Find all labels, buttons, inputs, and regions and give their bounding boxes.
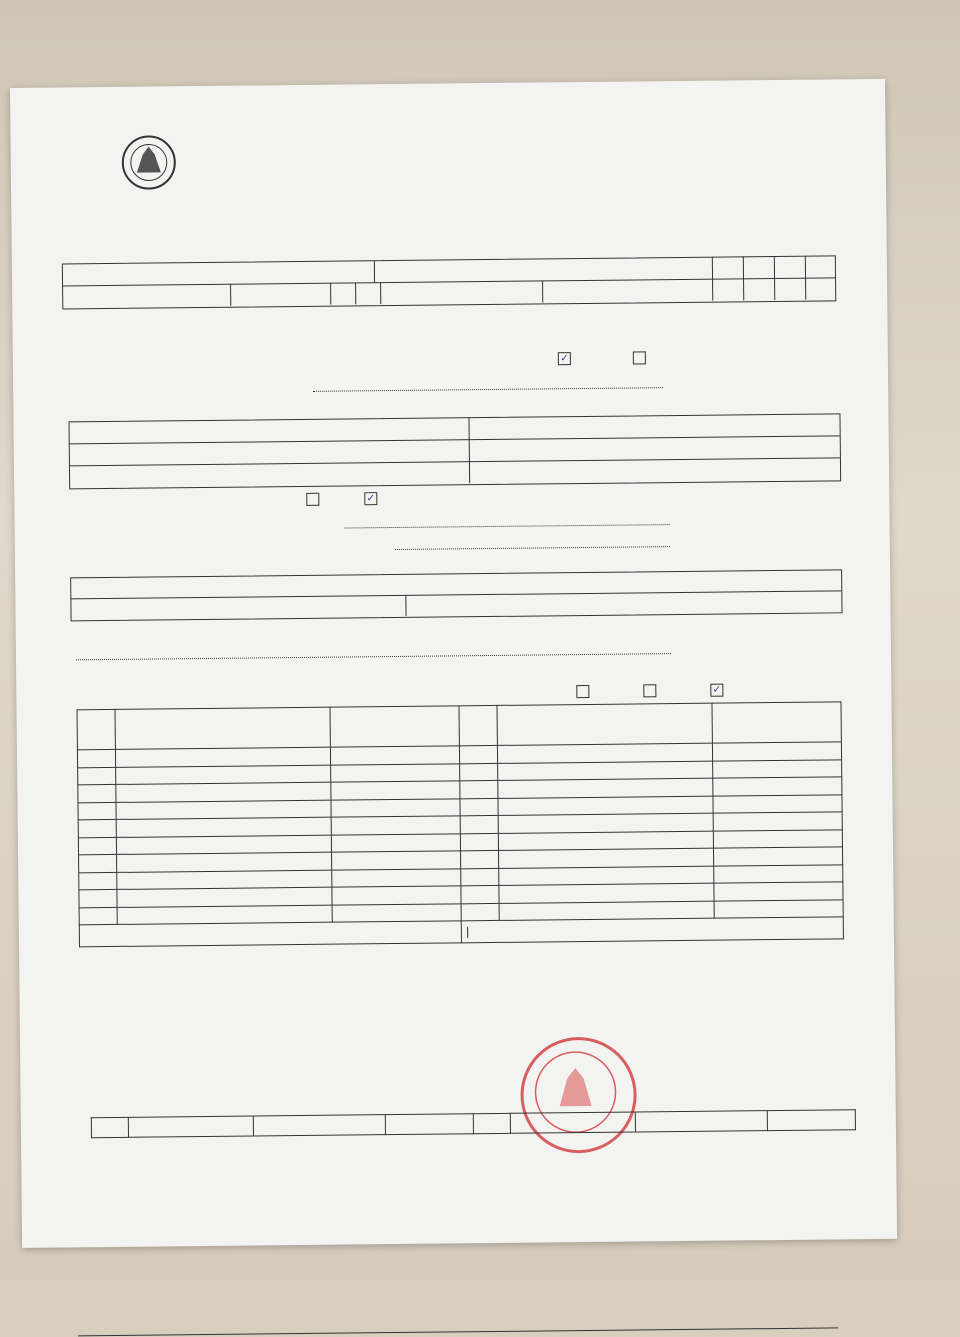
divider bbox=[405, 595, 406, 616]
dotted-line bbox=[313, 387, 663, 392]
party-votes bbox=[332, 886, 461, 905]
party-votes bbox=[331, 781, 460, 800]
row-no bbox=[460, 850, 499, 868]
w-col-sign-2 bbox=[767, 1110, 855, 1131]
party-votes bbox=[713, 794, 842, 813]
col-party-title-2 bbox=[502, 723, 708, 725]
party-name bbox=[117, 817, 332, 837]
col-votes-header-2 bbox=[712, 702, 841, 743]
invalid-box-cell: | bbox=[461, 917, 843, 943]
party-name bbox=[499, 866, 714, 886]
divider bbox=[78, 1327, 838, 1336]
total-valid-cell bbox=[79, 921, 461, 947]
seal-broken-checkbox[interactable] bbox=[633, 351, 646, 364]
party-name bbox=[498, 761, 713, 781]
party-votes bbox=[331, 798, 460, 817]
party-name bbox=[117, 870, 332, 890]
col-no-header bbox=[77, 709, 116, 749]
official-seal-icon bbox=[520, 1036, 637, 1153]
party-name bbox=[499, 813, 714, 833]
dotted-line bbox=[395, 546, 670, 550]
document-page bbox=[10, 79, 897, 1248]
divider bbox=[374, 260, 375, 282]
party-votes bbox=[332, 903, 461, 922]
party-name bbox=[116, 800, 331, 820]
divider bbox=[330, 283, 331, 305]
row-no bbox=[459, 745, 498, 763]
party-votes bbox=[714, 882, 843, 901]
party-name bbox=[117, 835, 332, 855]
one-sheet-checkbox[interactable] bbox=[576, 685, 589, 698]
party-votes bbox=[714, 864, 843, 883]
row-no bbox=[461, 903, 500, 921]
row-no bbox=[460, 833, 499, 851]
party-votes bbox=[714, 829, 843, 848]
party-votes bbox=[332, 868, 461, 887]
party-votes bbox=[331, 746, 460, 765]
col-votes-header bbox=[330, 706, 459, 747]
row-no bbox=[78, 819, 117, 837]
party-votes bbox=[332, 851, 461, 870]
diff-yes-checkbox[interactable] bbox=[306, 493, 319, 506]
row-no bbox=[79, 889, 118, 907]
col-party-subtitle bbox=[120, 727, 326, 729]
party-votes bbox=[713, 759, 842, 778]
w-col-name bbox=[128, 1116, 254, 1137]
party-votes bbox=[713, 742, 842, 761]
party-votes bbox=[713, 812, 842, 831]
party-votes bbox=[332, 833, 461, 852]
party-votes bbox=[714, 899, 843, 918]
party-name bbox=[116, 782, 331, 802]
divider bbox=[380, 282, 381, 304]
party-votes bbox=[713, 777, 842, 796]
two-sheet-checkbox[interactable] bbox=[643, 684, 656, 697]
w-col-sign bbox=[385, 1114, 473, 1135]
w-col-no bbox=[91, 1117, 128, 1137]
party-name bbox=[117, 905, 332, 925]
row-no bbox=[79, 872, 118, 890]
section2-table bbox=[68, 413, 841, 489]
col-party-subtitle-2 bbox=[502, 723, 708, 725]
row-no bbox=[460, 763, 499, 781]
party-name bbox=[117, 887, 332, 907]
col-party-title bbox=[120, 727, 326, 729]
col-party-header-2 bbox=[497, 703, 712, 745]
dotted-line bbox=[345, 524, 670, 528]
row-no bbox=[78, 767, 117, 785]
party-name bbox=[499, 848, 714, 868]
witness-table bbox=[91, 1109, 856, 1138]
party-name bbox=[499, 901, 714, 921]
row-no bbox=[461, 868, 500, 886]
party-name bbox=[498, 743, 713, 763]
row-no bbox=[460, 815, 499, 833]
party-name bbox=[116, 765, 331, 785]
seal-intact-checkbox[interactable]: ✓ bbox=[558, 352, 571, 365]
row-no bbox=[78, 837, 117, 855]
party-name bbox=[499, 883, 714, 903]
party-name bbox=[117, 852, 332, 872]
results-table bbox=[77, 701, 844, 947]
party-votes bbox=[331, 763, 460, 782]
w-col-no-2 bbox=[473, 1113, 510, 1133]
party-votes bbox=[714, 847, 843, 866]
party-votes bbox=[331, 816, 460, 835]
row-no bbox=[79, 854, 118, 872]
angkor-emblem-icon bbox=[118, 132, 179, 193]
row-no bbox=[77, 749, 116, 767]
w-col-party bbox=[253, 1115, 385, 1136]
row-no bbox=[78, 802, 117, 820]
w-col-name-2 bbox=[510, 1112, 636, 1133]
diff-no-checkbox[interactable]: ✓ bbox=[364, 492, 377, 505]
party-name bbox=[499, 831, 714, 851]
col-no-header-2 bbox=[459, 705, 498, 745]
row-no bbox=[461, 885, 500, 903]
divider bbox=[542, 280, 543, 302]
three-sheet-checkbox[interactable]: ✓ bbox=[710, 684, 723, 697]
col-party-header bbox=[115, 707, 330, 749]
party-name bbox=[498, 796, 713, 816]
row-no bbox=[78, 784, 117, 802]
row-no bbox=[460, 798, 499, 816]
divider bbox=[355, 282, 356, 304]
party-name bbox=[116, 747, 331, 767]
w-col-party-2 bbox=[635, 1111, 767, 1132]
party-name bbox=[498, 778, 713, 798]
dotted-line bbox=[76, 653, 671, 660]
divider bbox=[230, 284, 231, 306]
row-no bbox=[79, 907, 118, 925]
row-no bbox=[460, 780, 499, 798]
